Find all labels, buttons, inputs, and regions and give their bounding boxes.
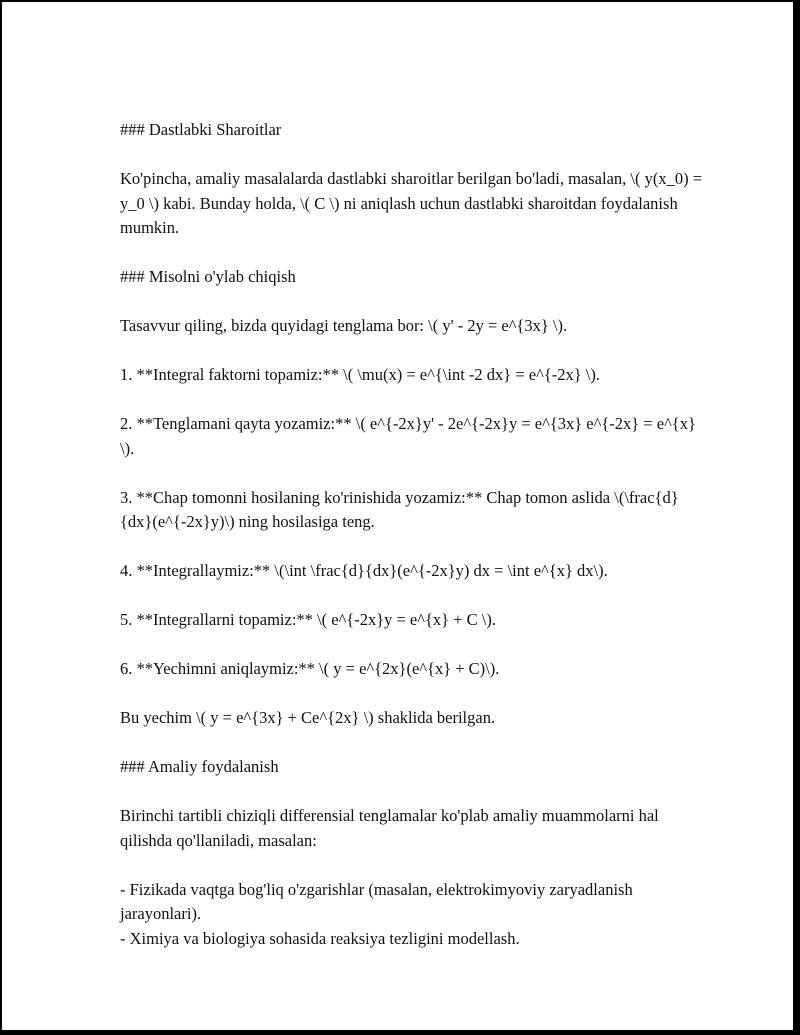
applications-list [120,878,710,952]
list-item: - Fizikada vaqtga bog'liq o'zgarishlar (masalan, elektrokimyoviy zaryadlanish jarayonlari). [120,879,633,923]
paragraph-equation: Tasavvur qiling, bizda quyidagi tenglama bor: \( y' - 2y = e^{3x} \). [120,316,568,335]
section-heading-amaliy-foydalanish: ### Amaliy foydalanish [120,757,279,776]
step-3: 3. **Chap tomonni hosilaning ko'rinishida yozamiz:** Chap tomon aslida \(\frac{d}{dx}(e^{-2x}y)\) ning hosilasiga teng. [120,487,679,531]
paragraph-solution: Bu yechim \( y = e^{3x} + Ce^{2x} \) shaklida berilgan. [120,708,496,727]
list-item: - Ximiya va biologiya sohasida reaksiya tezligini modellash. [120,928,520,948]
step-4: 4. **Integrallaymiz:** \(\int \frac{d}{dx}(e^{-2x}y) dx = \int e^{x} dx\). [120,561,608,580]
step-5: 5. **Integrallarni topamiz:** \( e^{-2x}y = e^{x} + C \). [120,610,496,629]
section-heading-misol: ### Misolni o'ylab chiqish [120,267,296,286]
section-heading-dastlabki-sharoitlar: ### Dastlabki Sharoitlar [120,120,282,139]
step-2: 2. **Tenglamani qayta yozamiz:** \( e^{-2x}y' - 2e^{-2x}y = e^{3x} e^{-2x} = e^{x} \). [120,414,696,458]
step-1: 1. **Integral faktorni topamiz:** \( \mu(x) = e^{\int -2 dx} = e^{-2x} \). [120,365,600,384]
step-6: 6. **Yechimni aniqlaymiz:** \( y = e^{2x}(e^{x} + C)\). [120,659,500,678]
document-body [120,118,710,951]
paragraph-initial-conditions: Ko'pincha, amaliy masalalarda dastlabki sharoitlar berilgan bo'ladi, masalan, \( y(x_0) = y_0 \) kabi. Bunday holda, \( C \) ni aniqlash uchun dastlabki sharoitdan foydalanish mumkin. [120,169,703,237]
paragraph-applications: Birinchi tartibli chiziqli differensial tenglamalar ko'plab amaliy muammolarni hal qilishda qo'llaniladi, masalan: [120,806,659,850]
